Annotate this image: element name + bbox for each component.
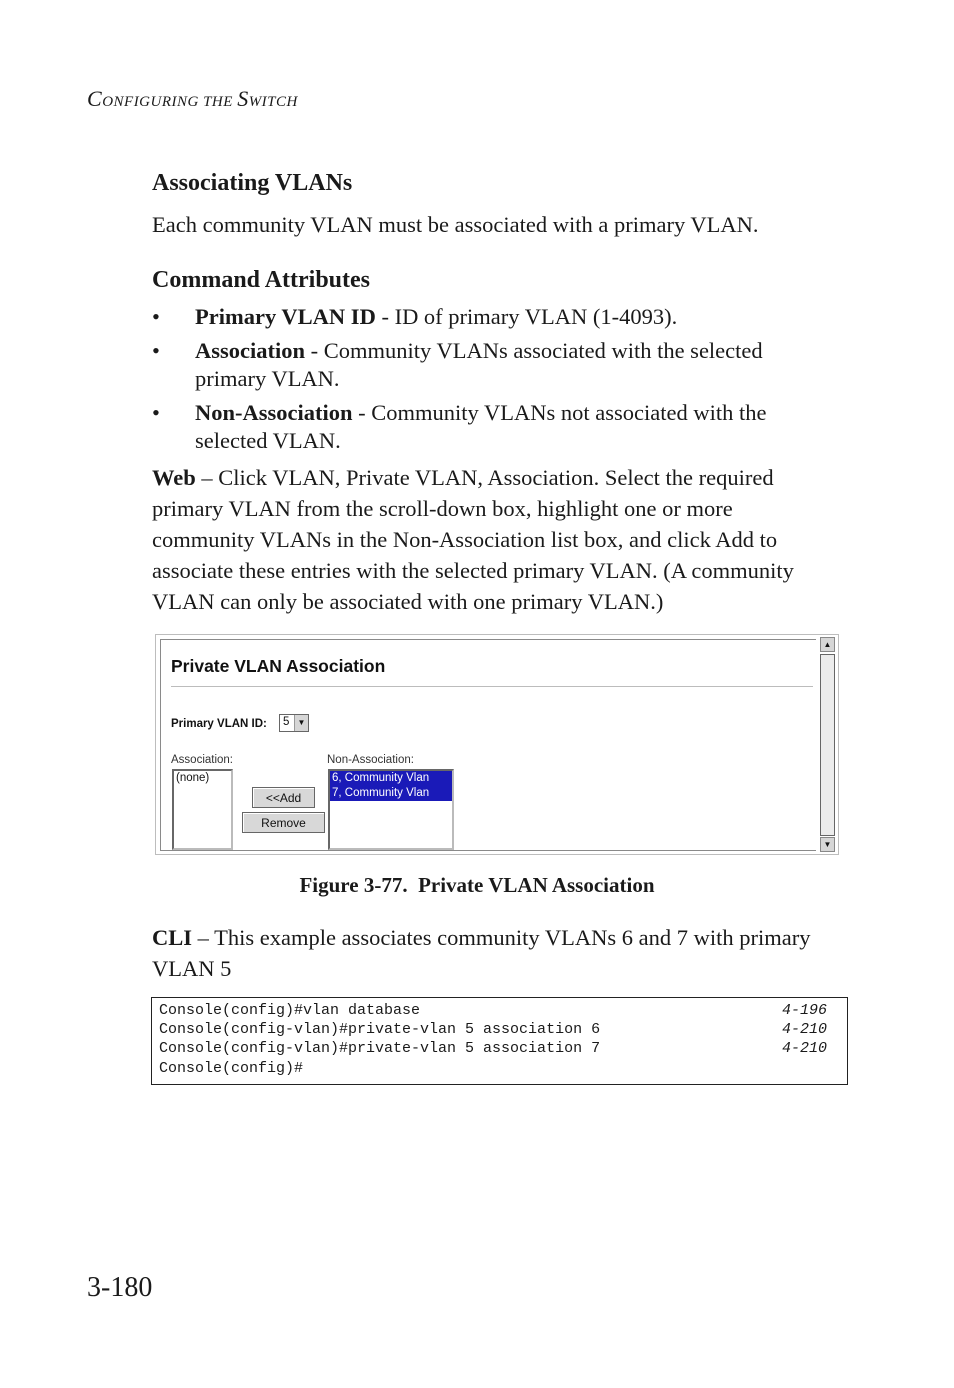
list-item[interactable]: (none) bbox=[176, 772, 210, 784]
non-association-label: Non-Association: bbox=[327, 754, 414, 766]
code-ref: 4-210 bbox=[781, 1021, 827, 1038]
chevron-up-icon[interactable]: ▲ bbox=[820, 637, 835, 652]
running-head-text-2: WITCH bbox=[248, 94, 298, 110]
scrollbar[interactable] bbox=[820, 637, 837, 853]
bullet-term: Non-Association bbox=[195, 400, 353, 425]
attributes-title: Command Attributes bbox=[152, 267, 371, 293]
remove-button[interactable]: Remove bbox=[242, 812, 325, 833]
cli-label: CLI bbox=[152, 925, 193, 950]
web-paragraph bbox=[152, 462, 824, 617]
panel-title: Private VLAN Association bbox=[171, 656, 386, 676]
figure-number: Figure 3-77. bbox=[299, 873, 408, 897]
panel-frame bbox=[160, 639, 816, 851]
non-association-listbox[interactable] bbox=[328, 769, 454, 850]
code-ref: 4-196 bbox=[781, 1002, 827, 1019]
code-line: Console(config)# bbox=[159, 1060, 304, 1077]
add-button[interactable]: <<Add bbox=[252, 787, 315, 808]
list-item[interactable]: 6, Community Vlan bbox=[330, 771, 452, 786]
bullet-desc: - ID of primary VLAN (1-4093). bbox=[375, 304, 678, 329]
code-line: Console(config)#vlan database bbox=[159, 1002, 421, 1019]
primary-vlan-value: 5 bbox=[283, 716, 290, 728]
chevron-down-icon[interactable]: ▼ bbox=[820, 837, 835, 852]
bullet-desc: - Community VLANs associated with the selected primary VLAN. bbox=[195, 338, 763, 391]
bullet-term: Primary VLAN ID bbox=[195, 304, 376, 329]
running-head-cap-c: C bbox=[87, 86, 103, 111]
intro-paragraph: Each community VLAN must be associated with a primary VLAN. bbox=[152, 212, 759, 237]
bullet-desc: - Community VLANs not associated with the selected VLAN. bbox=[195, 400, 767, 453]
figure-title: Private VLAN Association bbox=[418, 873, 655, 897]
web-label: Web bbox=[152, 465, 196, 490]
primary-vlan-select[interactable] bbox=[279, 714, 309, 732]
list-item[interactable]: 7, Community Vlan bbox=[330, 786, 452, 801]
association-label: Association: bbox=[171, 754, 234, 766]
list-item: • Primary VLAN ID - ID of primary VLAN (1-4093). bbox=[152, 304, 678, 329]
running-head bbox=[87, 86, 298, 112]
cli-paragraph bbox=[152, 922, 842, 984]
scroll-thumb[interactable] bbox=[820, 654, 835, 836]
web-text: – Click VLAN, Private VLAN, Association. Select the required primary VLAN from the scroll-down box, highlight one or more community VLANs in the Non-Association list box, and click Add to associate these entries with the selected primary VLAN. (A community VLAN can only be associated with one primary VLAN.) bbox=[152, 465, 794, 614]
list-item: • Association - Community VLANs associated with the selected primary VLAN. bbox=[152, 338, 763, 391]
page-number: 3-180 bbox=[87, 1272, 153, 1303]
association-listbox[interactable] bbox=[172, 769, 233, 850]
code-line: Console(config-vlan)#private-vlan 5 association 6 bbox=[159, 1021, 601, 1038]
list-item: • Non-Association - Community VLANs not associated with the selected VLAN. bbox=[152, 400, 767, 453]
section-title: Associating VLANs bbox=[152, 170, 353, 196]
attribute-list bbox=[152, 303, 832, 461]
cli-text: – This example associates community VLANs 6 and 7 with primary VLAN 5 bbox=[152, 925, 811, 981]
running-head-text-1: ONFIGURING THE bbox=[102, 94, 238, 110]
bullet-term: Association bbox=[195, 338, 306, 363]
code-line: Console(config-vlan)#private-vlan 5 association 7 bbox=[159, 1040, 601, 1057]
divider bbox=[171, 686, 813, 687]
primary-vlan-label: Primary VLAN ID: bbox=[171, 718, 267, 730]
running-head-cap-s: S bbox=[237, 86, 249, 111]
private-vlan-association-screenshot bbox=[155, 634, 839, 855]
figure-caption bbox=[0, 873, 954, 898]
chevron-down-icon[interactable]: ▼ bbox=[294, 715, 308, 731]
code-block bbox=[151, 997, 848, 1085]
code-ref: 4-210 bbox=[781, 1040, 827, 1057]
